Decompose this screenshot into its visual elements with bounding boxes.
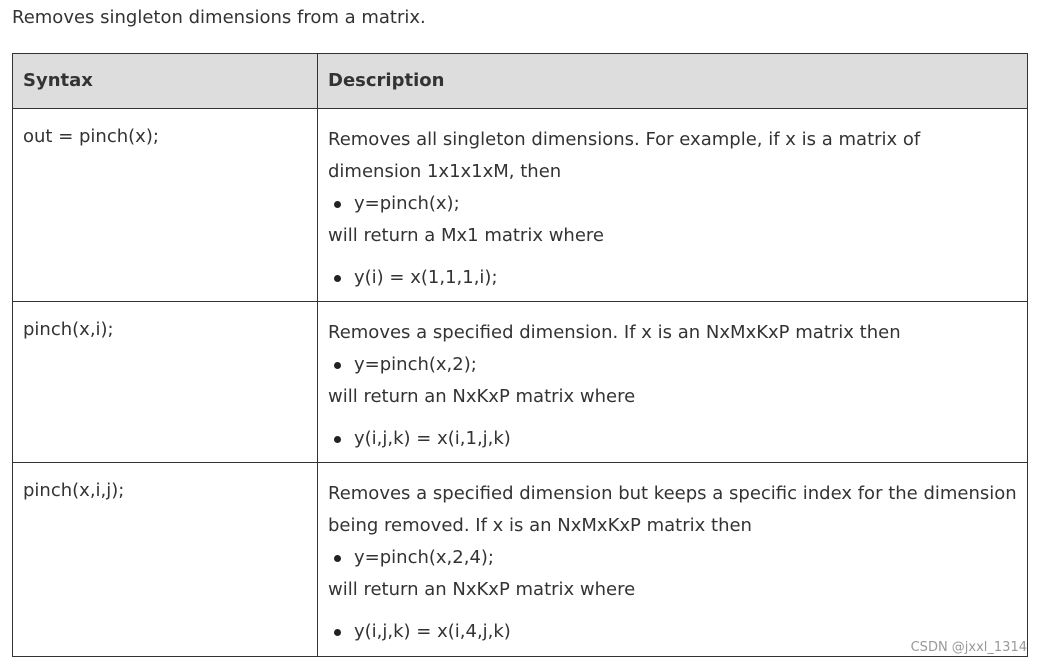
description-cell bbox=[318, 302, 1028, 463]
result-formula: y(i,j,k) = x(i,4,j,k) bbox=[354, 616, 1017, 648]
example-list bbox=[328, 542, 1017, 574]
syntax-table bbox=[12, 53, 1028, 657]
syntax-code: pinch(x,i,j); bbox=[23, 480, 125, 501]
syntax-cell bbox=[13, 463, 318, 657]
result-text: will return an NxKxP matrix where bbox=[328, 386, 636, 407]
example-call: y=pinch(x,2,4); bbox=[354, 542, 1017, 574]
intro-text: Removes singleton dimensions from a matrix. bbox=[12, 7, 426, 28]
description-cell bbox=[318, 463, 1028, 657]
description-text: Removes a specified dimension but keeps a specific index for the dimension being removed. If x is an NxMxKxP matrix then bbox=[328, 483, 1017, 536]
syntax-cell bbox=[13, 109, 318, 302]
description-cell bbox=[318, 109, 1028, 302]
result-formula: y(i,j,k) = x(i,1,j,k) bbox=[354, 423, 1017, 455]
syntax-header: Syntax bbox=[13, 54, 318, 109]
example-list bbox=[328, 349, 1017, 381]
result-list bbox=[328, 262, 1017, 294]
table-row bbox=[13, 463, 1028, 657]
syntax-code: pinch(x,i); bbox=[23, 319, 114, 340]
result-text: will return an NxKxP matrix where bbox=[328, 579, 636, 600]
example-call: y=pinch(x,2); bbox=[354, 349, 1017, 381]
syntax-cell bbox=[13, 302, 318, 463]
example-call: y=pinch(x); bbox=[354, 188, 1017, 220]
table-row bbox=[13, 109, 1028, 302]
description-text: Removes all singleton dimensions. For example, if x is a matrix of dimension 1x1x1xM, then bbox=[328, 129, 921, 182]
example-list bbox=[328, 188, 1017, 220]
table-row bbox=[13, 302, 1028, 463]
result-list bbox=[328, 423, 1017, 455]
description-header: Description bbox=[318, 54, 1028, 109]
result-text: will return a Mx1 matrix where bbox=[328, 225, 604, 246]
syntax-code: out = pinch(x); bbox=[23, 126, 159, 147]
watermark: CSDN @jxxl_1314 bbox=[910, 640, 1027, 655]
result-formula: y(i) = x(1,1,1,i); bbox=[354, 262, 1017, 294]
description-text: Removes a specified dimension. If x is an NxMxKxP matrix then bbox=[328, 322, 901, 343]
table-header-row bbox=[13, 54, 1028, 109]
